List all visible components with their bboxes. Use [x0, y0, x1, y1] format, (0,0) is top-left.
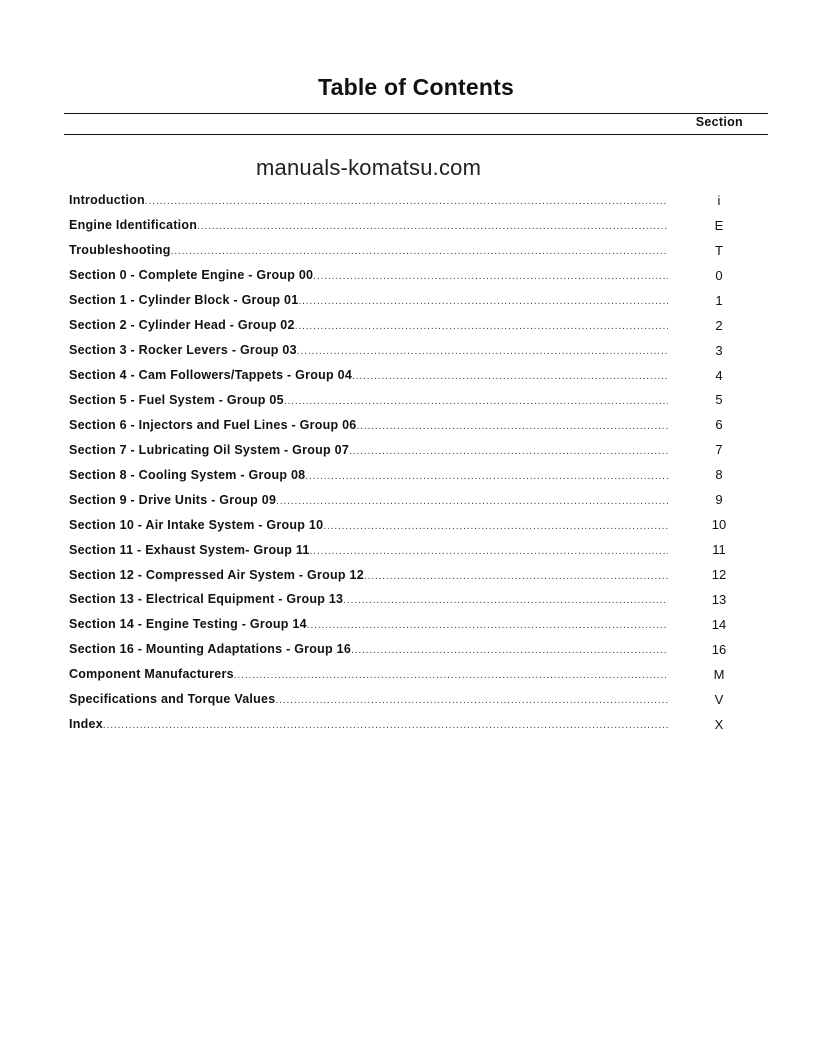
top-rule [64, 113, 768, 114]
toc-entry-page: 5 [715, 392, 723, 408]
toc-entry[interactable] [69, 338, 769, 363]
toc-entry-page: 9 [715, 492, 723, 508]
dot-leader [295, 321, 668, 332]
dot-leader [349, 446, 668, 457]
dot-leader [297, 346, 668, 357]
toc-entry-page: T [715, 242, 723, 258]
toc-entry-page: 0 [715, 267, 723, 283]
dot-leader [305, 471, 668, 482]
dot-leader [310, 546, 668, 557]
toc-entry-label: Section 8 - Cooling System - Group 08 [69, 467, 306, 482]
toc-entry-page: 6 [715, 417, 723, 433]
toc-entry-label: Section 6 - Injectors and Fuel Lines - Group 06 [69, 417, 357, 432]
dot-leader [197, 221, 668, 232]
section-column-header: Section [695, 115, 743, 129]
toc-entry-page: 4 [715, 367, 723, 383]
dot-leader [343, 595, 668, 606]
dot-leader [357, 421, 669, 432]
dot-leader [103, 720, 668, 731]
dot-leader [313, 271, 668, 282]
toc-entry-page: 11 [712, 542, 726, 558]
toc-entry-page: 2 [715, 317, 723, 333]
toc-entry-label: Section 7 - Lubricating Oil System - Group 07 [69, 442, 350, 457]
toc-entry-label: Engine Identification [69, 218, 198, 233]
toc-entry-label: Section 13 - Electrical Equipment - Group 13 [69, 592, 344, 607]
toc-entry[interactable] [69, 587, 769, 612]
toc-entry-page: 16 [711, 641, 727, 657]
toc-entry-page: V [714, 691, 724, 707]
toc-entry[interactable] [69, 562, 769, 587]
page-title: Table of Contents [318, 74, 514, 100]
dot-leader [275, 695, 668, 706]
toc-entry-label: Specifications and Torque Values [69, 692, 276, 707]
dot-leader [364, 571, 668, 582]
toc-entry-page: 7 [715, 442, 723, 458]
toc-entry-label: Section 3 - Rocker Levers - Group 03 [69, 343, 297, 358]
toc-entry-label: Section 12 - Compressed Air System - Group 12 [69, 567, 364, 582]
toc-entry[interactable] [69, 687, 769, 712]
dot-leader [298, 296, 668, 307]
toc-entry-page: 3 [715, 342, 723, 358]
toc-entry[interactable] [69, 263, 769, 288]
toc-entry-page: E [714, 217, 724, 233]
toc-entry-label: Component Manufacturers [69, 667, 234, 682]
toc-entry[interactable] [69, 712, 769, 737]
toc-entry-label: Section 5 - Fuel System - Group 05 [69, 392, 284, 407]
toc-entry[interactable] [69, 313, 769, 338]
toc-entry-page: 14 [711, 616, 727, 632]
dot-leader [284, 396, 668, 407]
toc-entry[interactable] [69, 213, 769, 238]
toc-entry[interactable] [69, 512, 769, 537]
dot-leader [276, 496, 668, 507]
toc-entry-page: M [713, 666, 725, 682]
toc-entry-label: Section 10 - Air Intake System - Group 10 [69, 517, 324, 532]
toc-entry[interactable] [69, 662, 769, 687]
toc-entry[interactable] [69, 412, 769, 437]
toc-entry-label: Troubleshooting [69, 243, 171, 258]
toc-entry-label: Introduction [69, 193, 145, 208]
dot-leader [323, 521, 668, 532]
dot-leader [307, 620, 668, 631]
toc-entry-label: Section 1 - Cylinder Block - Group 01 [69, 293, 299, 308]
toc-entry[interactable] [69, 238, 769, 263]
dot-leader [351, 645, 668, 656]
toc-entry[interactable] [69, 537, 769, 562]
toc-entry-label: Section 4 - Cam Followers/Tappets - Group 04 [69, 368, 353, 383]
toc-entry[interactable] [69, 388, 769, 413]
toc-entry-page: 13 [711, 591, 727, 607]
toc-entry-label: Section 14 - Engine Testing - Group 14 [69, 617, 307, 632]
toc-entry[interactable] [69, 288, 769, 313]
watermark-text: manuals-komatsu.com [256, 155, 482, 180]
toc-entry-page: 1 [715, 292, 723, 308]
toc-entry-label: Section 9 - Drive Units - Group 09 [69, 492, 277, 507]
toc-list [69, 188, 769, 737]
toc-entry-page: 12 [711, 567, 727, 583]
toc-entry-label: Section 11 - Exhaust System- Group 11 [69, 542, 310, 557]
toc-entry-label: Section 2 - Cylinder Head - Group 02 [69, 318, 295, 333]
toc-entry[interactable] [69, 612, 769, 637]
toc-entry-page: X [714, 716, 724, 732]
dot-leader [234, 670, 668, 681]
toc-entry[interactable] [69, 637, 769, 662]
dot-leader [171, 246, 668, 257]
toc-entry-label: Section 0 - Complete Engine - Group 00 [69, 268, 314, 283]
toc-entry-label: Section 16 - Mounting Adaptations - Group 16 [69, 642, 352, 657]
bottom-rule [64, 134, 768, 135]
toc-entry[interactable] [69, 487, 769, 512]
dot-leader [352, 371, 668, 382]
dot-leader [145, 196, 668, 207]
toc-entry-label: Index [69, 717, 103, 732]
toc-entry[interactable] [69, 437, 769, 462]
toc-entry-page: 8 [715, 467, 723, 483]
toc-entry-page: i [717, 192, 721, 208]
toc-entry[interactable] [69, 188, 769, 213]
toc-entry-page: 10 [711, 517, 727, 533]
toc-entry[interactable] [69, 462, 769, 487]
toc-entry[interactable] [69, 363, 769, 388]
